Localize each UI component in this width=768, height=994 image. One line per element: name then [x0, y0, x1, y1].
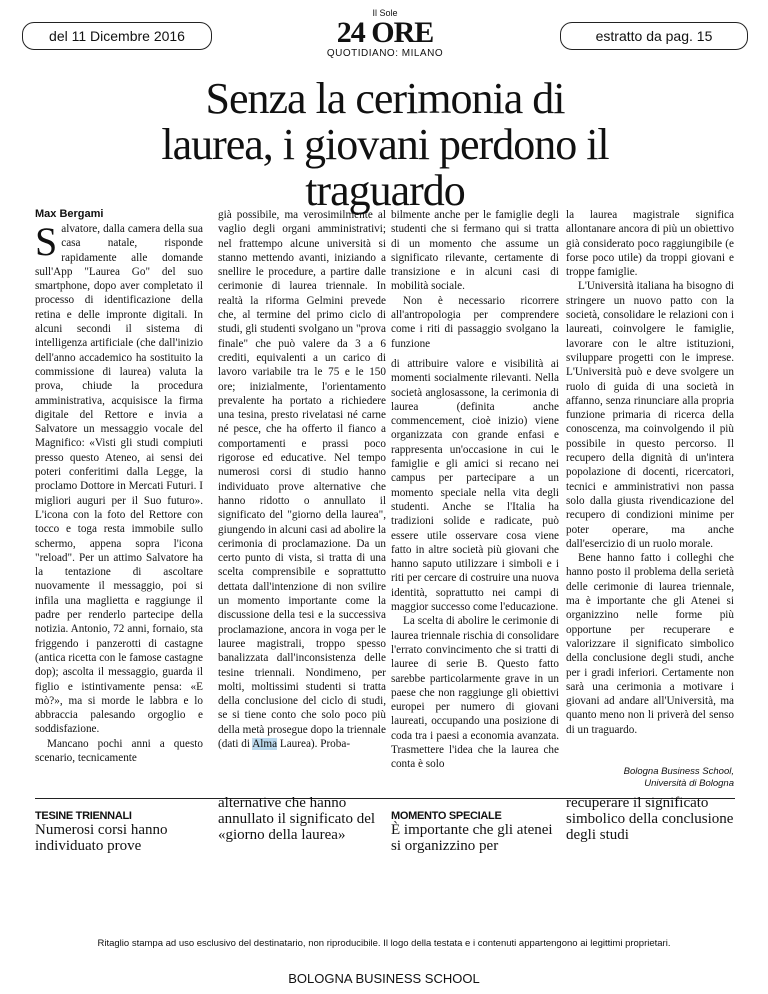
article-column-1	[35, 219, 203, 765]
pullquote-text: È importante che gli atenei si organizzino per	[391, 822, 553, 854]
pullquote	[35, 810, 205, 854]
masthead-logo: 24 ORE	[336, 16, 434, 49]
paragraph: alvatore, dalla camera della sua casa natale, risponde rapidamente alle domande sull'App "Laurea Go" del suo smartphone, dopo aver completato il processo di identificazione della retina e delle impronte digitali. In alcuni secondi il sistema di intelligenza artificiale (che dall'inizio dell'anno accademico ha sostituito la commissione di laurea) valuta la prova, chiude la procedura amministrativa, acquisisce la firma digitale del Rettore e invia a Salvatore un messaggio vocale del Magnifico: «Visti gli studi compiuti presso questo Ateneo, ai sensi dei poteri conferitimi dalla Legge, la proclamo Dottore in Mercati Futuri. I migliori auguri per il Suo futuro». L'icona con la foto del Rettore con tocco e toga resta immobile sullo schermo, appena sopra l'icona "reload". Per un attimo Salvatore ha la tentazione di ascoltare nuovamente il messaggio, poi si infila una maglietta e raggiunge il padre per renderlo partecipe della notizia. Antonio, 72 anni, fornaio, sta friggendo i panzerotti di castagne (antica ricetta con le famose castagne dop); ascolta il messaggio, guarda il figlio e istintivamente pensa: «E mò?», ma si morde le labbra e lo abbraccia palesando orgoglio e soddisfazione.	[35, 223, 203, 736]
paragraph: la laurea magistrale significa allontanare ancora di più un obiettivo già considerato poco raggiungibile (e forse poco utile) da troppi giovani e troppe famiglie.	[566, 209, 734, 279]
paragraph: Bene hanno fatto i colleghi che hanno posto il problema della serietà delle cerimonie di laurea triennale, ma è importante che gli Atenei si organizzino nelle forme più opportune per recuperare e valorizzare il significato simbolico della conclusione degli studi, anche per i gradi inferiori. Certamente non sarà una cerimonia a motivare i giovani ad andare all'Università, ma quanto meno non li priverà del senso di un traguardo.	[566, 552, 734, 736]
drop-cap: S	[35, 219, 58, 264]
pullquote	[391, 810, 561, 854]
paragraph-text: Laurea). Proba-	[279, 737, 351, 750]
paragraph-text: già possibile, ma verosimilmente al vaglio degli organi amministrativi; nel frattempo alcune università si stanno mettendo avanti, iniziando a snellire le procedure, a partire dalle cerimonie di laurea triennale. In realtà la riforma Gelmini prevede che, al termine del primo ciclo di studi, gli studenti svolgano un "prova finale" che può valere da 3 a 6 crediti, equivalenti a un carico di lavoro variabile tra le 75 e le 150 ore; inizialmente, l'orientamento prevalente ha portato a richiedere una tesina, presto rivelatasi né carne né pesce, che ha offerto il fianco a comportamenti e prassi poco rigorose ed educative. Nel tempo numerosi corsi di studio hanno individuato prove alternative che hanno ridotto o annullato il significato del "giorno della laurea", giungendo in alcuni casi ad abolire la cerimonia di proclamazione. Da un certo punto di vista, si tratta di una scelta comprensibile e soprattutto dettata dall'intenzione di non svilire un momento importante come la discussione della tesi e la successiva proclamazione, ancora in voga per le lauree magistrali, troppo spesso banalizzata dall'inconsistenza delle tesine triennali. Nondimeno, per molti, moltissimi studenti si tratta della conclusione del ciclo di studi, se si tiene conto che solo poco più della metà prosegue dopo la triennale (dati di	[218, 209, 386, 750]
date-label: del 11 Dicembre 2016	[22, 22, 212, 50]
paragraph: La scelta di abolire le cerimonie di laurea triennale rischia di consolidare l'errato convincimento che si tratti di lauree di serie B. Questo fatto sarebbe particolarmente grave in un paese che non raggiunge gli obiettivi europei per numero di giovani laureati, occupando una posizione di coda tra i paesi a economia avanzata. Trasmettere l'idea che la laurea che conta è solo	[391, 615, 559, 771]
affiliation-line: Bologna Business School,	[623, 766, 734, 777]
pullquote-text: Numerosi corsi hanno individuato prove	[35, 822, 168, 854]
footer-school-name: BOLOGNA BUSINESS SCHOOL	[288, 971, 480, 986]
highlighted-word: Alma	[252, 737, 278, 750]
extract-page-label: estratto da pag. 15	[560, 22, 748, 50]
pullquote-text: alternative che hanno annullato il significato del «giorno della laurea»	[218, 795, 376, 843]
author-affiliation	[566, 766, 734, 790]
paragraph: Non è necessario ricorrere all'antropologia per comprendere come i riti di passaggio svolgano la funzione	[391, 294, 559, 350]
paragraph	[218, 208, 386, 751]
copyright-note: Ritaglio stampa ad uso esclusivo del destinatario, non riproducibile. Il logo della testata e i contenuti appartengono ai legittimi proprietari.	[97, 938, 671, 949]
pullquote-kicker: MOMENTO SPECIALE	[391, 810, 502, 822]
article-headline: Senza la cerimonia di laurea, i giovani perdono il traguardo	[161, 74, 609, 215]
pullquote	[566, 795, 736, 843]
article-column-2	[218, 208, 386, 751]
masthead-edition: QUOTIDIANO: MILANO	[326, 48, 444, 59]
pullquote-kicker: TESINE TRIENNALI	[35, 810, 132, 822]
paragraph: di attribuire valore e visibilità ai momenti socialmente rilevanti. Nella società anglosassone, la cerimonia di laurea (definita anche commencement, cioè inizio) viene organizzata con grande enfasi e rappresenta un'occasione in cui le famiglie e gli amici si recano nei campus per partecipare a un momento speciale nella vita degli studenti. Anche se l'Italia ha tradizioni solide e radicate, può essere utile osservare cosa viene fatto in altre società più giovani che hanno saputo utilizzare i simboli e i riti per cercare di costruire una nuova identità, soprattutto nei campi di maggior successo come l'educazione.	[391, 357, 559, 614]
article-column-3	[391, 208, 559, 772]
pullquote-text: recuperare il significato simbolico della conclusione degli studi	[566, 795, 734, 843]
paragraph: L'Università italiana ha bisogno di stringere un nuovo patto con la società, consolidare le relazioni con i laureati, coinvolgere le famiglie, lavorare con le altre istituzioni, sviluppare progetti con le imprese. L'Università può e deve svolgere un ruolo di guida di una società in affanno, senza rinunciare alla propria funzione primaria di ricerca della conoscenza, ma coinvolgendo il più possibile in questo percorso. Il recupero della dignità di un'intera popolazione di docenti, ricercatori, tecnici e amministrativi non passa solo dalla giusta rivendicazione del recupero di condizioni minime per poter operare, ma anche dall'esercizio di un ruolo morale.	[566, 280, 734, 550]
author-byline: Max Bergami	[35, 208, 104, 220]
paragraph: Mancano pochi anni a questo scenario, tecnicamente	[35, 737, 203, 764]
masthead	[310, 8, 460, 59]
article-column-4	[566, 208, 734, 737]
pullquote	[218, 795, 388, 843]
masthead-prefix: Il Sole	[372, 8, 398, 18]
paragraph: bilmente anche per le famiglie degli studenti che si fermano qui si tratta di un momento che assume un significato rilevante, certamente di transizione e in alcuni casi di mobilità sociale.	[391, 209, 559, 293]
affiliation-line: Università di Bologna	[644, 778, 734, 789]
